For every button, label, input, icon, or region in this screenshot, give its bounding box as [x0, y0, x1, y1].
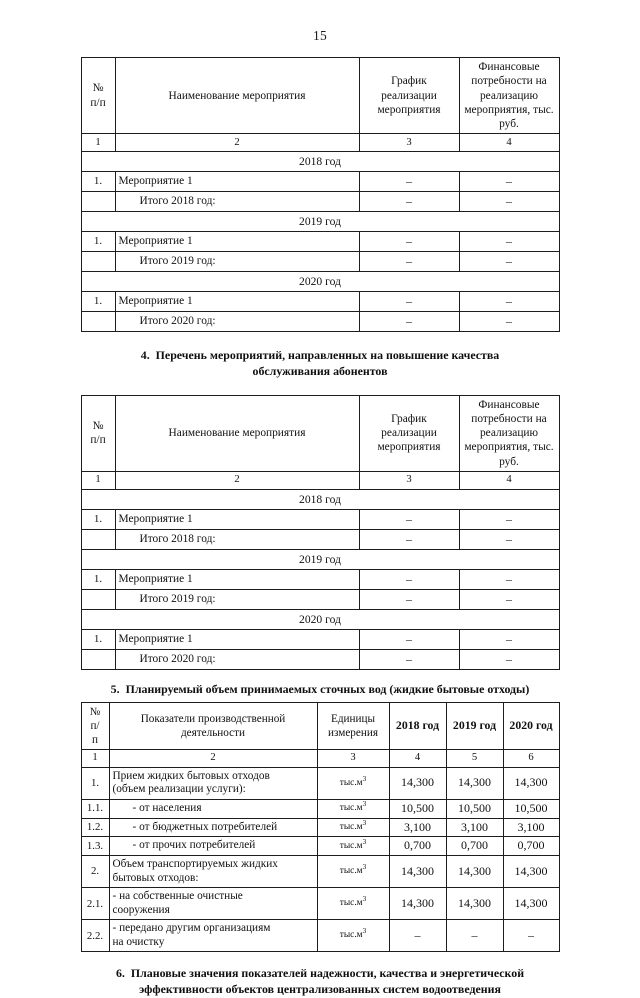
table-row: [81, 312, 559, 332]
column-number-row: [81, 749, 559, 767]
column-number: 1: [81, 134, 115, 152]
row-name: Итого 2018 год:: [115, 529, 359, 549]
row-name: Итого 2019 год:: [115, 589, 359, 609]
section-heading-4: [70, 348, 570, 379]
table-header-row: [81, 395, 559, 471]
row-unit: [317, 818, 389, 837]
row-schedule: –: [359, 569, 459, 589]
table-row: [81, 529, 559, 549]
row-value-2018: 14,300: [389, 856, 446, 888]
column-number: 1: [81, 471, 115, 489]
year-band-row: [81, 152, 559, 172]
row-name-line1: Прием жидких бытовых отходов: [112, 769, 270, 782]
header-measure-name: Наименование мероприятия: [115, 58, 359, 134]
row-schedule: –: [359, 529, 459, 549]
row-name-line1: Объем транспортируемых жидких: [112, 858, 278, 871]
header-index-line1: №: [89, 705, 101, 718]
row-name-line1: - передано другим организациям: [112, 922, 271, 935]
header-schedule-line1: График: [391, 75, 427, 88]
row-unit: [317, 799, 389, 818]
indicators-table: [81, 702, 560, 953]
page-number: 15: [312, 28, 328, 43]
column-number: 2: [115, 471, 359, 489]
table-row: [81, 232, 559, 252]
row-value-2019: 14,300: [446, 856, 503, 888]
column-number: 2: [115, 134, 359, 152]
row-schedule: –: [359, 232, 459, 252]
row-value-2020: 14,300: [503, 888, 559, 920]
header-year-2018: 2018 год: [389, 702, 446, 749]
row-name: [109, 920, 317, 952]
table-row: [81, 292, 559, 312]
header-finance-line1: Финансовые: [478, 61, 540, 73]
row-name: Мероприятие 1: [115, 629, 359, 649]
row-name: Итого 2019 год:: [115, 252, 359, 272]
row-name: Мероприятие 1: [115, 292, 359, 312]
year-band-row: [81, 609, 559, 629]
row-name-line1: - от прочих потребителей: [132, 839, 256, 852]
header-indicator-name: [109, 702, 317, 749]
header-finance: [459, 395, 559, 471]
header-finance-line1: Финансовые: [478, 398, 540, 411]
column-number: 4: [389, 749, 446, 767]
row-unit: [317, 888, 389, 920]
row-name-line1: - на собственные очистные: [112, 890, 243, 903]
row-unit: [317, 856, 389, 888]
section-heading-5: [70, 682, 570, 698]
row-index: [81, 529, 115, 549]
year-band-row: [81, 489, 559, 509]
header-index: [81, 58, 115, 134]
row-finance: –: [459, 529, 559, 549]
column-number-row: [81, 134, 559, 152]
row-value-2019: 14,300: [446, 767, 503, 799]
row-name: [109, 818, 317, 837]
row-finance: –: [459, 629, 559, 649]
row-name-line2: сооружения: [112, 903, 170, 916]
header-finance-line4: мероприятия, тыс. руб.: [464, 441, 554, 468]
header-units-line1: Единицы: [331, 712, 375, 725]
row-name-line2: на очистку: [112, 935, 165, 948]
header-schedule-line3: мероприятия: [377, 441, 441, 454]
row-name: Итого 2020 год:: [115, 312, 359, 332]
row-name: [109, 837, 317, 856]
header-schedule-line1: График: [391, 412, 427, 425]
row-value-2019: 14,300: [446, 888, 503, 920]
row-schedule: –: [359, 509, 459, 529]
row-name: [109, 888, 317, 920]
row-index: 2.: [81, 856, 109, 888]
row-name: Итого 2018 год:: [115, 192, 359, 212]
table-row: [81, 629, 559, 649]
column-number: 6: [503, 749, 559, 767]
row-name: Мероприятие 1: [115, 569, 359, 589]
section-title-line2: эффективности объектов централизованных систем водоотведения: [139, 982, 501, 997]
table-row: [81, 569, 559, 589]
row-unit-exponent: 3: [362, 837, 367, 846]
row-value-2020: 14,300: [503, 856, 559, 888]
year-band-row: [81, 272, 559, 292]
row-index: 1.: [81, 232, 115, 252]
measures-table-2: [81, 395, 560, 670]
section-number: 4.: [140, 348, 150, 363]
header-schedule-line2: реализации: [381, 427, 437, 440]
row-schedule: –: [359, 629, 459, 649]
table-row: [81, 589, 559, 609]
row-value-2020: 10,500: [503, 799, 559, 818]
column-number: 4: [459, 471, 559, 489]
row-schedule: –: [359, 192, 459, 212]
year-band-label: 2020 год: [81, 609, 559, 629]
row-value-2020: 3,100: [503, 818, 559, 837]
row-unit-text: тыс.м: [339, 777, 363, 788]
column-number: 4: [459, 134, 559, 152]
row-unit-exponent: 3: [362, 863, 367, 872]
header-finance: [459, 58, 559, 134]
row-finance: –: [459, 312, 559, 332]
row-value-2019: –: [446, 920, 503, 952]
measures-table-1: [81, 57, 560, 332]
row-schedule: –: [359, 252, 459, 272]
column-number: 3: [359, 471, 459, 489]
table-row: [81, 172, 559, 192]
header-schedule-line3: мероприятия: [377, 103, 441, 116]
table-row: [81, 856, 559, 888]
header-index-line1: №: [92, 420, 104, 433]
table-row: [81, 920, 559, 952]
table-row: [81, 509, 559, 529]
row-index: 2.1.: [81, 888, 109, 920]
row-index: 1.3.: [81, 837, 109, 856]
header-finance-line3: реализацию: [479, 427, 539, 440]
row-name: [109, 799, 317, 818]
section-number: 5.: [110, 681, 120, 696]
row-index: [81, 312, 115, 332]
row-index: [81, 192, 115, 212]
table-row: [81, 888, 559, 920]
section-title-line1: Перечень мероприятий, направленных на повышение качества: [155, 348, 500, 363]
table-row: [81, 649, 559, 669]
header-schedule: [359, 395, 459, 471]
row-unit-text: тыс.м: [339, 866, 363, 877]
row-index: 2.2.: [81, 920, 109, 952]
section-title-line2: обслуживания абонентов: [252, 363, 388, 378]
header-units-line2: измерения: [328, 726, 378, 739]
row-schedule: –: [359, 649, 459, 669]
row-unit-exponent: 3: [362, 800, 367, 809]
spacer: [0, 44, 640, 57]
row-index: 1.: [81, 569, 115, 589]
row-value-2018: 14,300: [389, 888, 446, 920]
row-unit-text: тыс.м: [339, 803, 363, 814]
spacer: [0, 952, 640, 966]
column-number: 3: [359, 134, 459, 152]
row-finance: –: [459, 192, 559, 212]
row-schedule: –: [359, 292, 459, 312]
header-index: [81, 702, 109, 749]
row-unit-exponent: 3: [362, 895, 367, 904]
row-finance: –: [459, 509, 559, 529]
row-finance: –: [459, 589, 559, 609]
table-header-row: [81, 58, 559, 134]
row-schedule: –: [359, 589, 459, 609]
row-index: [81, 252, 115, 272]
row-finance: –: [459, 172, 559, 192]
row-index: 1.2.: [81, 818, 109, 837]
spacer: [0, 670, 640, 682]
row-index: 1.: [81, 292, 115, 312]
row-value-2018: 14,300: [389, 767, 446, 799]
row-value-2019: 3,100: [446, 818, 503, 837]
row-name: [109, 767, 317, 799]
row-unit-exponent: 3: [362, 818, 367, 827]
row-value-2019: 10,500: [446, 799, 503, 818]
row-finance: –: [459, 232, 559, 252]
row-unit: [317, 767, 389, 799]
table-header-row: [81, 702, 559, 749]
header-finance-line2: потребности на: [471, 75, 547, 88]
header-index-line1: №: [92, 82, 104, 95]
row-unit-text: тыс.м: [339, 930, 363, 941]
row-index: 1.: [81, 509, 115, 529]
header-index: [81, 395, 115, 471]
spacer: [0, 332, 640, 348]
row-unit: [317, 837, 389, 856]
row-schedule: –: [359, 172, 459, 192]
row-name: [109, 856, 317, 888]
header-schedule: [359, 58, 459, 134]
spacer: [0, 380, 640, 395]
table-row: [81, 192, 559, 212]
column-number: 1: [81, 749, 109, 767]
row-value-2019: 0,700: [446, 837, 503, 856]
table-row: [81, 799, 559, 818]
header-indicator-line2: деятельности: [180, 726, 246, 739]
row-index: [81, 649, 115, 669]
header-finance-line4: мероприятия, тыс. руб.: [464, 103, 554, 130]
header-index-line3: п: [92, 733, 98, 746]
header-measure-name: Наименование мероприятия: [115, 395, 359, 471]
row-finance: –: [459, 649, 559, 669]
row-name-line2: бытовых отходов:: [112, 871, 199, 884]
row-name: Мероприятие 1: [115, 172, 359, 192]
header-year-2019: 2019 год: [446, 702, 503, 749]
row-schedule: –: [359, 312, 459, 332]
row-value-2018: 3,100: [389, 818, 446, 837]
row-value-2018: 10,500: [389, 799, 446, 818]
row-unit-exponent: 3: [362, 774, 367, 783]
row-name: Итого 2020 год:: [115, 649, 359, 669]
row-name-line1: - от бюджетных потребителей: [132, 820, 278, 833]
row-unit-text: тыс.м: [339, 898, 363, 909]
row-index: 1.: [81, 767, 109, 799]
row-finance: –: [459, 569, 559, 589]
row-index: 1.: [81, 629, 115, 649]
row-name-line2: (объем реализации услуги):: [112, 783, 246, 796]
row-unit: [317, 920, 389, 952]
header-units: [317, 702, 389, 749]
column-number: 2: [109, 749, 317, 767]
row-unit-text: тыс.м: [339, 821, 363, 832]
year-band-label: 2019 год: [81, 212, 559, 232]
row-index: 1.: [81, 172, 115, 192]
column-number-row: [81, 471, 559, 489]
year-band-label: 2018 год: [81, 489, 559, 509]
header-schedule-line2: реализации: [381, 89, 437, 102]
year-band-row: [81, 212, 559, 232]
table-row: [81, 837, 559, 856]
header-year-2020: 2020 год: [503, 702, 559, 749]
row-value-2020: 14,300: [503, 767, 559, 799]
section-heading-6: [70, 966, 570, 997]
row-finance: –: [459, 292, 559, 312]
row-value-2020: –: [503, 920, 559, 952]
header-index-line2: п/п: [90, 96, 106, 109]
year-band-label: 2019 год: [81, 549, 559, 569]
year-band-label: 2018 год: [81, 152, 559, 172]
section-title-line1: Планируемый объем принимаемых сточных вод (жидкие бытовые отходы): [125, 681, 530, 696]
table-row: [81, 818, 559, 837]
row-unit-text: тыс.м: [339, 840, 363, 851]
row-finance: –: [459, 252, 559, 272]
column-number: 5: [446, 749, 503, 767]
table-row: [81, 767, 559, 799]
header-finance-line2: потребности на: [471, 412, 547, 425]
year-band-row: [81, 549, 559, 569]
row-name: Мероприятие 1: [115, 509, 359, 529]
row-value-2020: 0,700: [503, 837, 559, 856]
row-value-2018: 0,700: [389, 837, 446, 856]
section-number: 6.: [115, 966, 125, 981]
row-unit-exponent: 3: [362, 927, 367, 936]
header-index-line2: п/п: [90, 434, 106, 447]
section-title-line1: Плановые значения показателей надежности, качества и энергетической: [130, 966, 525, 981]
row-name-line1: - от населения: [132, 801, 202, 814]
column-number: 3: [317, 749, 389, 767]
table-row: [81, 252, 559, 272]
year-band-label: 2020 год: [81, 272, 559, 292]
header-finance-line3: реализацию: [479, 89, 539, 102]
row-value-2018: –: [389, 920, 446, 952]
header-indicator-line1: Показатели производственной: [140, 712, 286, 725]
row-index: 1.1.: [81, 799, 109, 818]
header-index-line2: п/: [90, 719, 100, 732]
row-index: [81, 589, 115, 609]
row-name: Мероприятие 1: [115, 232, 359, 252]
